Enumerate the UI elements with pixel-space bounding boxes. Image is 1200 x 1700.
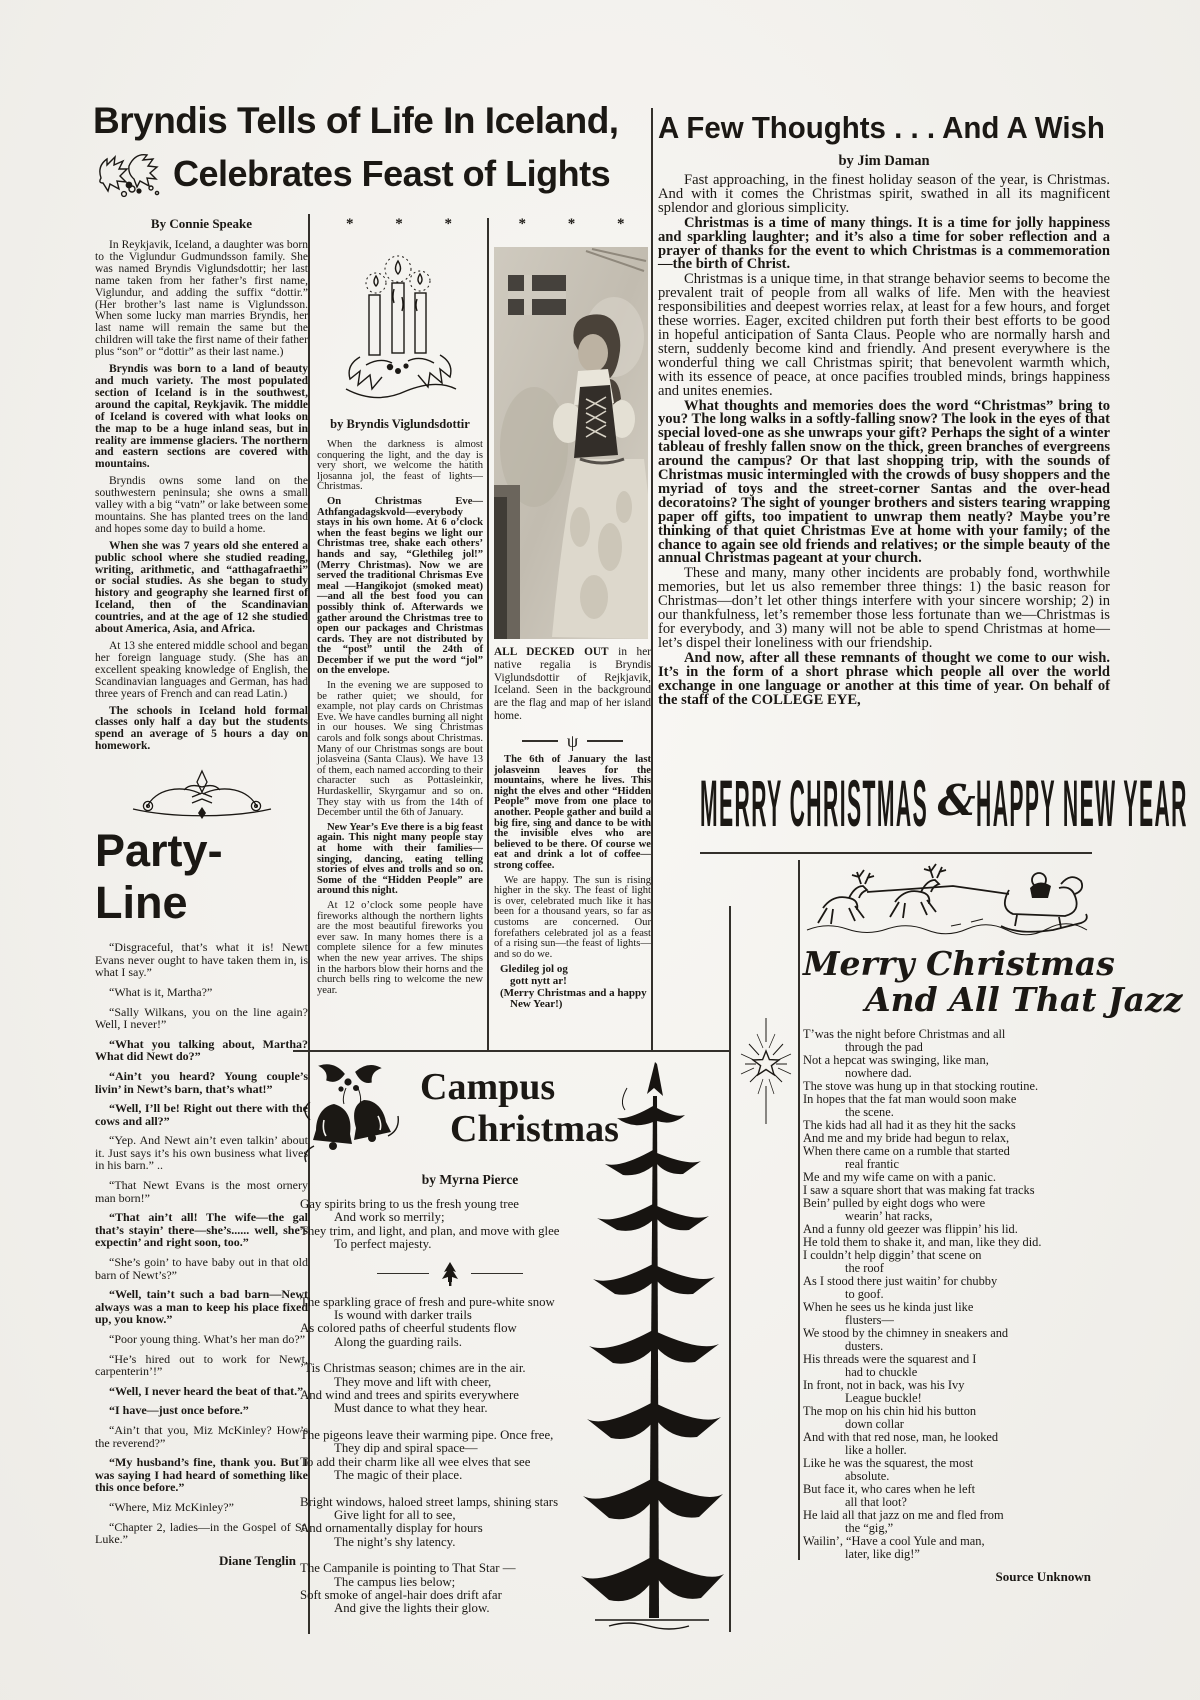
paragraph: What thoughts and memories does the word “Christmas” bring to you? The long walks in a softly-falling snow? The look in the eyes of that special loved-one as she unwraps your gift? Perhaps the sight of a winter tableau of freshly fallen snow on the thick, green branches of evergreens around the campus? Or that last shopping trip, with the sounds of Christmas music intermingled with the crowds of busy shoppers and the myriad of toys and the street-corner Santas and the over-head decoratoins? The sight of younger brothers and sisters tearing wrapping paper off gifts, too impatient to unwrap them neatly? Maybe you’re thinking of that quiet Christmas Eve at home with your family; of the chance to again see old friends and relatives; or the simple beauty of the annual Christmas pageant at your church. — [658, 397, 1110, 567]
poem-line: later, like dig!” — [845, 1547, 920, 1561]
headline-line1: Bryndis Tells of Life In Iceland, — [93, 100, 619, 141]
jazz-poem-title — [803, 944, 1183, 1019]
thoughts-article — [658, 110, 1110, 708]
divider-banner-bottom — [700, 852, 1092, 854]
poem-line: all that loot? — [845, 1495, 907, 1509]
bells-icon — [300, 1058, 404, 1170]
holly-icon — [93, 146, 167, 202]
poem-line: They move and lift with cheer, — [334, 1374, 492, 1389]
byline-jim-daman: by Jim Daman — [838, 153, 930, 169]
poem-line: ’Tis Christmas season; chimes are in the air. — [300, 1361, 526, 1376]
christmas-candles-illustration — [336, 237, 464, 413]
candelabra-divider — [494, 731, 651, 752]
dialogue-paragraph: “Chapter 2, ladies—in the Gospel of St. Luke.” — [95, 1519, 308, 1547]
dialogue-paragraph: “I have—just once before.” — [109, 1403, 249, 1418]
dialogue-paragraph: “My husband’s fine, thank you. But I was saying I had heard of something like this once before.” — [95, 1455, 308, 1495]
poem-line: And work so merrily; — [334, 1210, 445, 1225]
poem-line: When there came on a rumble that started — [803, 1144, 1010, 1158]
tree-divider-icon — [439, 1261, 461, 1287]
greeting-line: (Merry Christmas and a happy — [500, 986, 647, 999]
poem-line: When he sees us he kinda just like — [803, 1300, 974, 1314]
poem-line: Is wound with darker trails — [334, 1308, 472, 1323]
dialogue-paragraph: “Well, I’ll be! Right out there with the cows and all?” — [95, 1101, 308, 1128]
poem-line: But face it, who cares when he left — [803, 1482, 976, 1496]
poem-line: The magic of their place. — [334, 1468, 463, 1483]
poem-line: The kids had all had it as they hit the sacks — [803, 1118, 1016, 1132]
poem-line: Bright windows, haloed street lamps, shining stars — [300, 1494, 559, 1509]
paragraph: Christmas is a time of many things. It is a time for jolly happiness and sparkling laughter; and it’s also a time for sober reflection and a prayer of thanks for the event to which Christmas is a commemoration—the birth of Christ. — [658, 214, 1110, 273]
paragraph: We are happy. The sun is rising higher in the sky. The feast of light is over, celebrated much like it has been for a thousand years, so far as customs are concerned. Our forefathers celebrated jol as a feast of a rising sun—the feast of lights—and so do we. — [494, 874, 651, 960]
divider-left-right — [651, 108, 653, 1050]
dialogue-paragraph: “What you talking about, Martha? What did Newt do?” — [95, 1036, 308, 1064]
jazz-title-line1: Merry Christmas — [803, 944, 1115, 983]
poem-line: through the pad — [845, 1040, 923, 1054]
divider-dash — [587, 740, 623, 742]
thoughts-article-body — [658, 174, 1110, 707]
dialogue-paragraph: “She’s goin’ to have baby out in that old barn of Newt’s?” — [95, 1255, 308, 1282]
divider-star-jazz — [798, 860, 800, 1560]
poem-line: Bein’ pulled by eight dogs who were — [803, 1196, 986, 1210]
paragraph: New Year’s Eve there is a big feast again. This night many people stay at home with their families—singing, dancing, eating telling stories of elves and trolls and so on. Some of the “Hidden People” are around this night. — [317, 821, 483, 897]
tree-divider — [300, 1261, 600, 1287]
divider-col2-col3 — [487, 218, 489, 1050]
byline-connie-speake: By Connie Speake — [150, 216, 253, 231]
poem-line: Along the guarding rails. — [334, 1334, 462, 1349]
poem-line: down collar — [845, 1417, 904, 1431]
poem-line: We stood by the chimney in sneakers and — [803, 1326, 1009, 1340]
iceland-article-column — [95, 214, 308, 1569]
caption-text: in her native regalia is Bryndis Viglundsdottir of Rejkjavik, Iceland. Seen in the background are the flag and map of her island home. — [494, 646, 651, 722]
dialogue-paragraph: “Ain’t that you, Miz McKinley? How’s the reverend?” — [95, 1422, 308, 1450]
jazz-title-line2: And All That Jazz — [865, 980, 1183, 1019]
icelandic-greeting — [494, 964, 651, 1010]
poem-line: And me and my bride had begun to relax, — [803, 1131, 1010, 1145]
poem-line: The campus lies below; — [334, 1574, 456, 1589]
paragraph: At 12 o’clock some people have fireworks although the northern lights are the most beautiful fireworks you ever saw. In many homes there is a complete silence for a few minutes when the new year arrives. The ships in the harbors blow their horns and the church bells ring to welcome the new year. — [317, 899, 483, 996]
dialogue-paragraph: “Sally Wilkans, you on the line again? Well, I never!” — [95, 1004, 308, 1032]
paragraph: Fast approaching, in the finest holiday season of the year, is Christmas. And with it comes the Christmas spirit, swathed in all its magnificent splendor and glorious simplicity. — [658, 172, 1110, 216]
bryndis-photo — [494, 247, 648, 639]
poem-line: Gay spirits bring to us the fresh young tree — [300, 1197, 519, 1211]
photo-column — [494, 216, 651, 1011]
poem-line: I couldn’t help diggin’ that scene on — [803, 1248, 982, 1262]
poem-line: Me and my wife came on with a panic. — [803, 1170, 997, 1184]
dialogue-paragraph: “Well, I never heard the beat of that.” — [109, 1383, 304, 1398]
poem-line: real frantic — [845, 1157, 899, 1171]
bryndis-column — [317, 216, 483, 1000]
paragraph: When she was 7 years old she entered a public school where she studied reading, writing, arithmetic, and “atthagafraethi” or social studies. As she began to study history and geography she learned first of Iceland, then of the Scandinavian countries, and at the age of 12 she studied about America, Asia, and Africa. — [95, 539, 308, 636]
poem-line: nowhere dad. — [845, 1066, 912, 1080]
poem-line: His threads were the squarest and I — [803, 1352, 977, 1366]
dialogue-paragraph: “Well, tain’t such a bad barn—Newt always was a man to keep his place fixed up, you know.” — [95, 1287, 308, 1327]
dialogue-paragraph: “That Newt Evans is the most ornery man born!” — [95, 1178, 308, 1205]
divider-campus-top — [293, 1050, 729, 1052]
headline-line2: Celebrates Feast of Lights — [173, 153, 611, 194]
poem-line: Like he was the squarest, the most — [803, 1456, 974, 1470]
dialogue-paragraph: “What is it, Martha?” — [109, 984, 213, 999]
paragraph: In the evening we are supposed to be rather quiet; we should, for example, not play cards on Christmas Eve. We have candles burning all night in our houses. We sing Christmas carols and folk songs about Christmas. Many of our Christmas songs are bout jolasveina (Santa Claus). We have 13 of them, each named according to their character such as Pottasleinkir, Hurdaskellir, Skyrgamur and so on. They stay with us from the 14th of December until the 6th of January. — [317, 680, 483, 819]
paragraph: Christmas is a unique time, in that strange behavior seems to become the prevalent trait of people from all walks of life. Men with the heaviest responsibilities and deepest worries relax, at least for a few hours, and forget these worries. Eager, excited children put forth their best efforts to be good in hopeful anticipation of Santa Claus. People who are normally harsh and stern, suddenly become kind and friendly. And present everywhere is the wonderful thing we call Christmas spirit; that benevolent warmth which, with its essence of peace, at once pacifies troubled minds, brings happiness and unites enemies. — [658, 271, 1110, 399]
poem-line: absolute. — [845, 1469, 890, 1483]
poem-line: They dip and spiral space— — [334, 1441, 478, 1456]
poem-line: dusters. — [845, 1339, 884, 1353]
poem-line: To add their charm like all wee elves that see — [300, 1454, 531, 1469]
dialogue-paragraph: “That ain’t all! The wife—the gal that’s stayin’ there—she’s...... well, she’s expectin’ and right soon, too.” — [95, 1210, 308, 1250]
paragraph: At 13 she entered middle school and began her foreign language study. (She has an excellent speaking knowledge of English, the Scandinavian languages and German, has had three years of French and can read Latin.) — [95, 640, 308, 700]
party-line-signature: Diane Tenglin — [219, 1552, 296, 1568]
poem-line: flusters— — [845, 1313, 894, 1327]
dialogue-paragraph: “He’s hired out to work for Newt, carpenterin’!” — [95, 1351, 308, 1379]
thoughts-headline: A Few Thoughts . . . And A Wish — [658, 110, 1105, 145]
poem-line: He told them to shake it, and man, like they did. — [803, 1235, 1042, 1249]
poem-line: As I stood there just waitin’ for chubby — [803, 1274, 998, 1288]
byline-myrna-pierce: by Myrna Pierce — [421, 1172, 519, 1187]
divider-dash — [522, 740, 558, 742]
poem-line: I saw a square short that was making fat tracks — [803, 1183, 1035, 1197]
greeting-line: Gledileg jol og — [500, 963, 568, 976]
party-line-title: Party-Line — [95, 825, 223, 929]
poem-line: The night’s shy latency. — [334, 1534, 456, 1549]
poem-line: League buckle! — [845, 1391, 922, 1405]
paragraph: Bryndis was born to a land of beauty and much variety. The most populated section of Iceland is in the southwest, around the capital, Reykjavik. The middle of Iceland is covered with what looks on the map to be a huge inland seas, but in reality are immense glaciers. The northern and eastern sections are covered with mountains. — [95, 363, 308, 471]
paragraph: These and many, many other incidents are probably fond, worthwhile memories, but let us also remember three things: 1) the basic reason for Christmas—don’t let other things interfere with your sincere worship; 2) in our thankfulness, let’s remember those less fortunate than we—Christmas is for everybody, and 3) many will not be able to spend Christmas at home—let’s dispel their loneliness with our friendship. — [658, 565, 1110, 651]
main-headline — [93, 100, 653, 202]
poem-line: The sparkling grace of fresh and pure-white snow — [300, 1294, 555, 1309]
poem-line: Not a hepcat was swinging, like man, — [803, 1053, 989, 1067]
dialogue-paragraph: “Disgraceful, that’s what it is! Newt Evans never ought to have taken them in, is what I say.” — [95, 940, 308, 980]
poem-line: had to chuckle — [845, 1365, 918, 1379]
poem-line: Soft smoke of angel-hair does drift afar — [300, 1587, 502, 1602]
greeting-line: gott nytt ar! — [510, 974, 567, 987]
jazz-poem-body — [803, 1028, 1095, 1561]
poem-line: wearin’ hat racks, — [845, 1209, 933, 1223]
scroll-ornament-icon — [127, 765, 277, 821]
paragraph: Bryndis owns some land on the southwestern peninsula; she owns a small valley with a big “vatn” or lake between some mountains. She has planted trees on the land and hopes some day to build a home. — [95, 475, 308, 535]
dialogue-paragraph: “Yep. And Newt ain’t even talkin’ about it. Just says it’s his own business what lives in his barn.” .. — [95, 1133, 308, 1173]
asterisk-divider: * * * — [346, 216, 454, 232]
banner-ampersand: & — [937, 776, 976, 825]
campus-title-line2: Christmas — [450, 1108, 619, 1150]
banner-merry-christmas: MERRY CHRISTMAS — [700, 766, 929, 841]
asterisk-divider: * * * — [518, 216, 627, 232]
paragraph: When the darkness is almost conquering the light, and the day is very short, we welcome the hatith ljosanna jol, the feast of lights—Christmas. — [317, 439, 483, 493]
dialogue-paragraph: “Ain’t you heard? Young couple’s livin’ in Newt’s barn, that’s what!” — [95, 1068, 308, 1096]
paragraph: The schools in Iceland hold formal classes only half a day but the students spend an average of 5 hours a day on homework. — [95, 704, 308, 753]
poem-line: T’was the night before Christmas and all — [803, 1027, 1006, 1041]
star-burst-icon — [737, 1016, 795, 1126]
poem-line: the “gig,” — [845, 1521, 894, 1535]
poem-line: They trim, and light, and plan, and move with glee — [300, 1223, 560, 1238]
byline-bryndis: by Bryndis Viglundsdottir — [330, 417, 470, 431]
poem-line: He laid all that jazz on me and fled from — [803, 1508, 1004, 1522]
banner-happy-new-year: HAPPY NEW YEAR — [975, 766, 1188, 841]
poem-line: Must dance to what they hear. — [334, 1401, 488, 1416]
dialogue-paragraph: “Poor young thing. What’s her man do?” — [109, 1332, 306, 1346]
campus-title-line1: Campus — [420, 1066, 556, 1108]
divider-dash — [377, 1273, 429, 1275]
poem-line: And wind and trees and spirits everywhere — [300, 1388, 519, 1403]
candelabra-divider-icon: ψ — [566, 731, 579, 752]
jolasveinn-article-body — [494, 755, 651, 960]
poem-line: like a holler. — [845, 1443, 907, 1457]
santa-sleigh-illustration — [803, 856, 1091, 940]
jazz-poem-source: Source Unknown — [995, 1569, 1091, 1584]
paragraph: And now, after all these remnants of thought we come to our wish. It’s in the form of a short phrase which people all over the world exchange in one language or another at this time of year. On behalf of the staff of the COLLEGE EYE, — [658, 649, 1110, 708]
party-line-dialogue — [95, 941, 308, 1546]
poem-line: The stove was hung up in that stocking routine. — [803, 1079, 1039, 1093]
poem-line: The pigeons leave their warming pipe. Once free, — [300, 1427, 554, 1442]
caption-lead: ALL DECKED OUT — [494, 646, 609, 658]
paragraph: The 6th of January the last jolasveinn leaves for the mountains, where he lives. This night the elves and other “Hidden People” move from one place to another. People gather and build a big fire, sing and dance to be with the invisible elves who are believed to be there. Of course we eat and drink a lot of coffee—strong coffee. — [494, 754, 651, 872]
divider-dash — [471, 1273, 523, 1275]
poem-line: Give light for all to see, — [334, 1507, 456, 1522]
poem-line: to goof. — [845, 1287, 884, 1301]
poem-line: As colored paths of cheerful students flow — [300, 1321, 517, 1336]
poem-line: And give the lights their glow. — [334, 1601, 490, 1616]
jazz-poem-section — [803, 856, 1183, 1585]
paragraph: In Reykjavik, Iceland, a daughter was born to the Viglundur Gudmundsson family. She was named Bryndis Viglundsdottir; her last name taken from her father’s first name, Viglundur, and adding the suffix “dottir.” (Her brother’s last name is Viglundsson. When some lucky man marries Bryndis, her last name will remain the same but the children will take the first name of their father plus “son” or “dottir” as their last name.) — [95, 239, 308, 359]
poem-line: The mop on his chin hid his button — [803, 1404, 977, 1418]
poem-line: The Campanile is pointing to That Star — — [300, 1561, 516, 1576]
poem-line: And with that red nose, man, he looked — [803, 1430, 999, 1444]
poem-line: To perfect majesty. — [334, 1237, 432, 1252]
poem-line: In hopes that the fat man would soon make — [803, 1092, 1017, 1106]
bryndis-article-body — [317, 440, 483, 996]
iceland-article-body — [95, 240, 308, 753]
photo-caption — [494, 646, 651, 723]
poem-line: In front, not in back, was his Ivy — [803, 1378, 965, 1392]
dialogue-paragraph: “Where, Miz McKinley?” — [109, 1499, 234, 1514]
poem-line: the scene. — [845, 1105, 894, 1119]
pine-tree-illustration — [575, 1058, 725, 1633]
poem-line: And ornamentally display for hours — [300, 1521, 483, 1536]
poem-line: And a funny old geezer was flippin’ his lid. — [803, 1222, 1018, 1236]
paragraph: On Christmas Eve—Athfangadagskvold—everybody stays in his own home. At 6 o’clock when the feast begins we light our Christmas tree, shake each others’ hands and say, “Glethileg jol!” (Merry Christmas). Now we are served the traditional Chrismas Eve meal —Hangikojot (smoked meat)—and all the best food you can possibly think of. Afterwards we gather around the Christmas tree to open our packages and Christmas cards. They are not distributed by the “post” until the 24th of December if we put the word “jol” on the envelope. — [317, 495, 483, 677]
holiday-banner — [700, 766, 1188, 850]
greeting-line: New Year!) — [510, 998, 563, 1011]
poem-line: the roof — [845, 1261, 884, 1275]
poem-line: Wailin’, “Have a cool Yule and man, — [803, 1534, 985, 1548]
